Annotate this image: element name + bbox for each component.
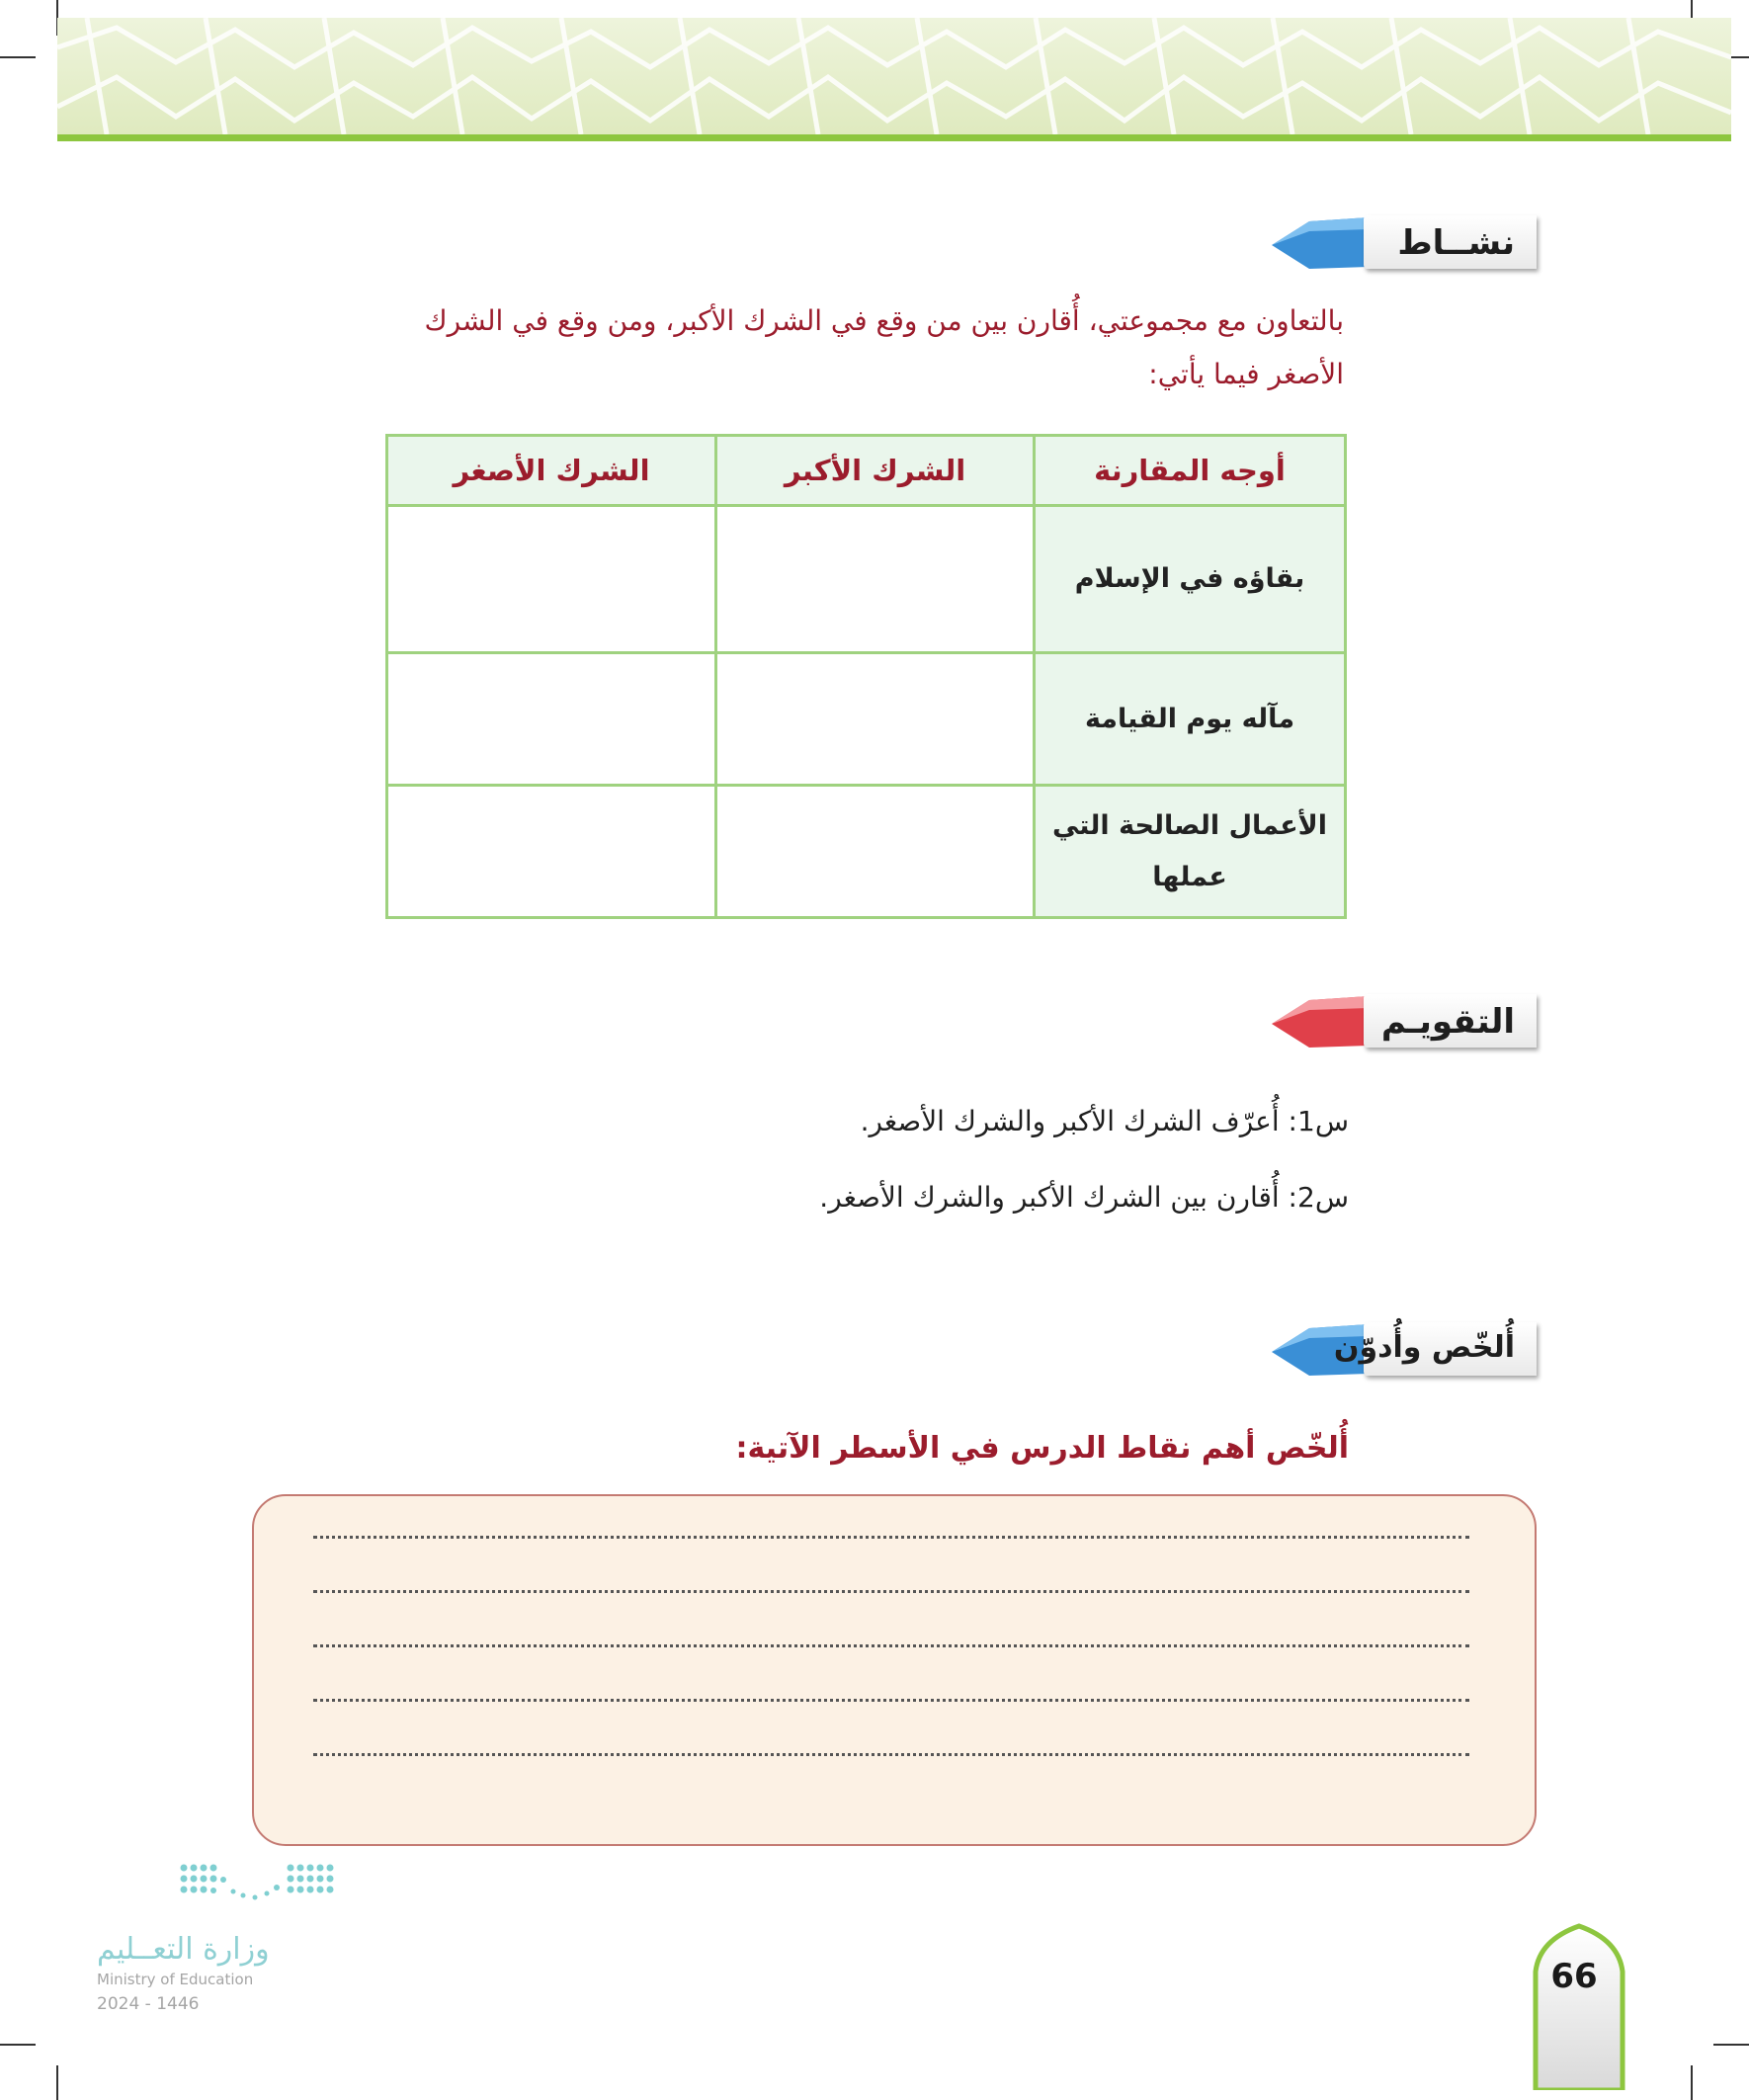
header-pattern-band — [57, 18, 1731, 134]
cell-major-resurrection-fate[interactable] — [716, 653, 1035, 786]
crop-mark — [56, 2065, 58, 2100]
summary-tag — [1270, 1322, 1537, 1382]
crop-mark — [1713, 2044, 1749, 2046]
row-label-good-deeds — [1035, 786, 1346, 918]
row-label-good-deeds-line2: عملها — [1152, 861, 1227, 892]
geometric-pattern-icon — [57, 18, 1731, 134]
ministry-dots-icon — [97, 1858, 354, 1927]
header-divider — [57, 134, 1731, 141]
crop-mark — [1691, 2065, 1693, 2100]
activity-instruction-line1: بالتعاون مع مجموعتي، أُقارن بين من وقع في الشرك الأكبر، ومن وقع في الشرك — [424, 304, 1344, 337]
page-tab-shape-icon — [1530, 1922, 1628, 2090]
evaluation-tag-label: التقويـم — [1380, 1002, 1515, 1042]
row-label-good-deeds-line1: الأعمال الصالحة التي — [1051, 809, 1328, 841]
table-header-row — [387, 436, 1346, 506]
cell-minor-good-deeds[interactable] — [387, 786, 716, 918]
row-label-islam-status: بقاؤه في الإسلام — [1035, 506, 1346, 653]
evaluation-question-1: س1: أُعرّف الشرك الأكبر والشرك الأصغر. — [860, 1105, 1349, 1137]
summary-writing-box[interactable] — [252, 1494, 1537, 1846]
cell-major-good-deeds[interactable] — [716, 786, 1035, 918]
writing-line[interactable] — [313, 1536, 1469, 1539]
page-number-tab — [1530, 1922, 1628, 2094]
cell-major-islam-status[interactable] — [716, 506, 1035, 653]
crop-mark — [0, 56, 36, 58]
crop-mark — [0, 2044, 36, 2046]
writing-line[interactable] — [313, 1644, 1469, 1647]
table-row — [387, 786, 1346, 918]
page-number: 66 — [1550, 1957, 1598, 1996]
table-header-major: الشرك الأكبر — [716, 436, 1035, 506]
comparison-table — [385, 434, 1347, 919]
ministry-name-english: Ministry of Education — [97, 1971, 254, 1988]
table-row — [387, 506, 1346, 653]
table-header-minor: الشرك الأصغر — [387, 436, 716, 506]
ministry-name-arabic: وزارة التعــليم — [97, 1932, 270, 1967]
writing-line[interactable] — [313, 1699, 1469, 1702]
cell-minor-resurrection-fate[interactable] — [387, 653, 716, 786]
summary-prompt: أُلخّص أهم نقاط الدرس في الأسطر الآتية: — [735, 1431, 1349, 1466]
table-row — [387, 653, 1346, 786]
writing-line[interactable] — [313, 1590, 1469, 1593]
evaluation-tag — [1270, 994, 1537, 1053]
summary-tag-label: أُلخّص وأُدوّن — [1333, 1330, 1515, 1365]
ministry-year: 2024 - 1446 — [97, 1994, 200, 2014]
evaluation-question-2: س2: أُقارن بين الشرك الأكبر والشرك الأصغر. — [819, 1181, 1349, 1214]
row-label-resurrection-fate: مآله يوم القيامة — [1035, 653, 1346, 786]
writing-line[interactable] — [313, 1753, 1469, 1756]
table-header-aspect: أوجه المقارنة — [1035, 436, 1346, 506]
activity-tag-label: نشــاط — [1397, 223, 1515, 263]
cell-minor-islam-status[interactable] — [387, 506, 716, 653]
activity-instruction-line2: الأصغر فيما يأتي: — [1148, 358, 1344, 390]
activity-tag — [1270, 215, 1537, 275]
